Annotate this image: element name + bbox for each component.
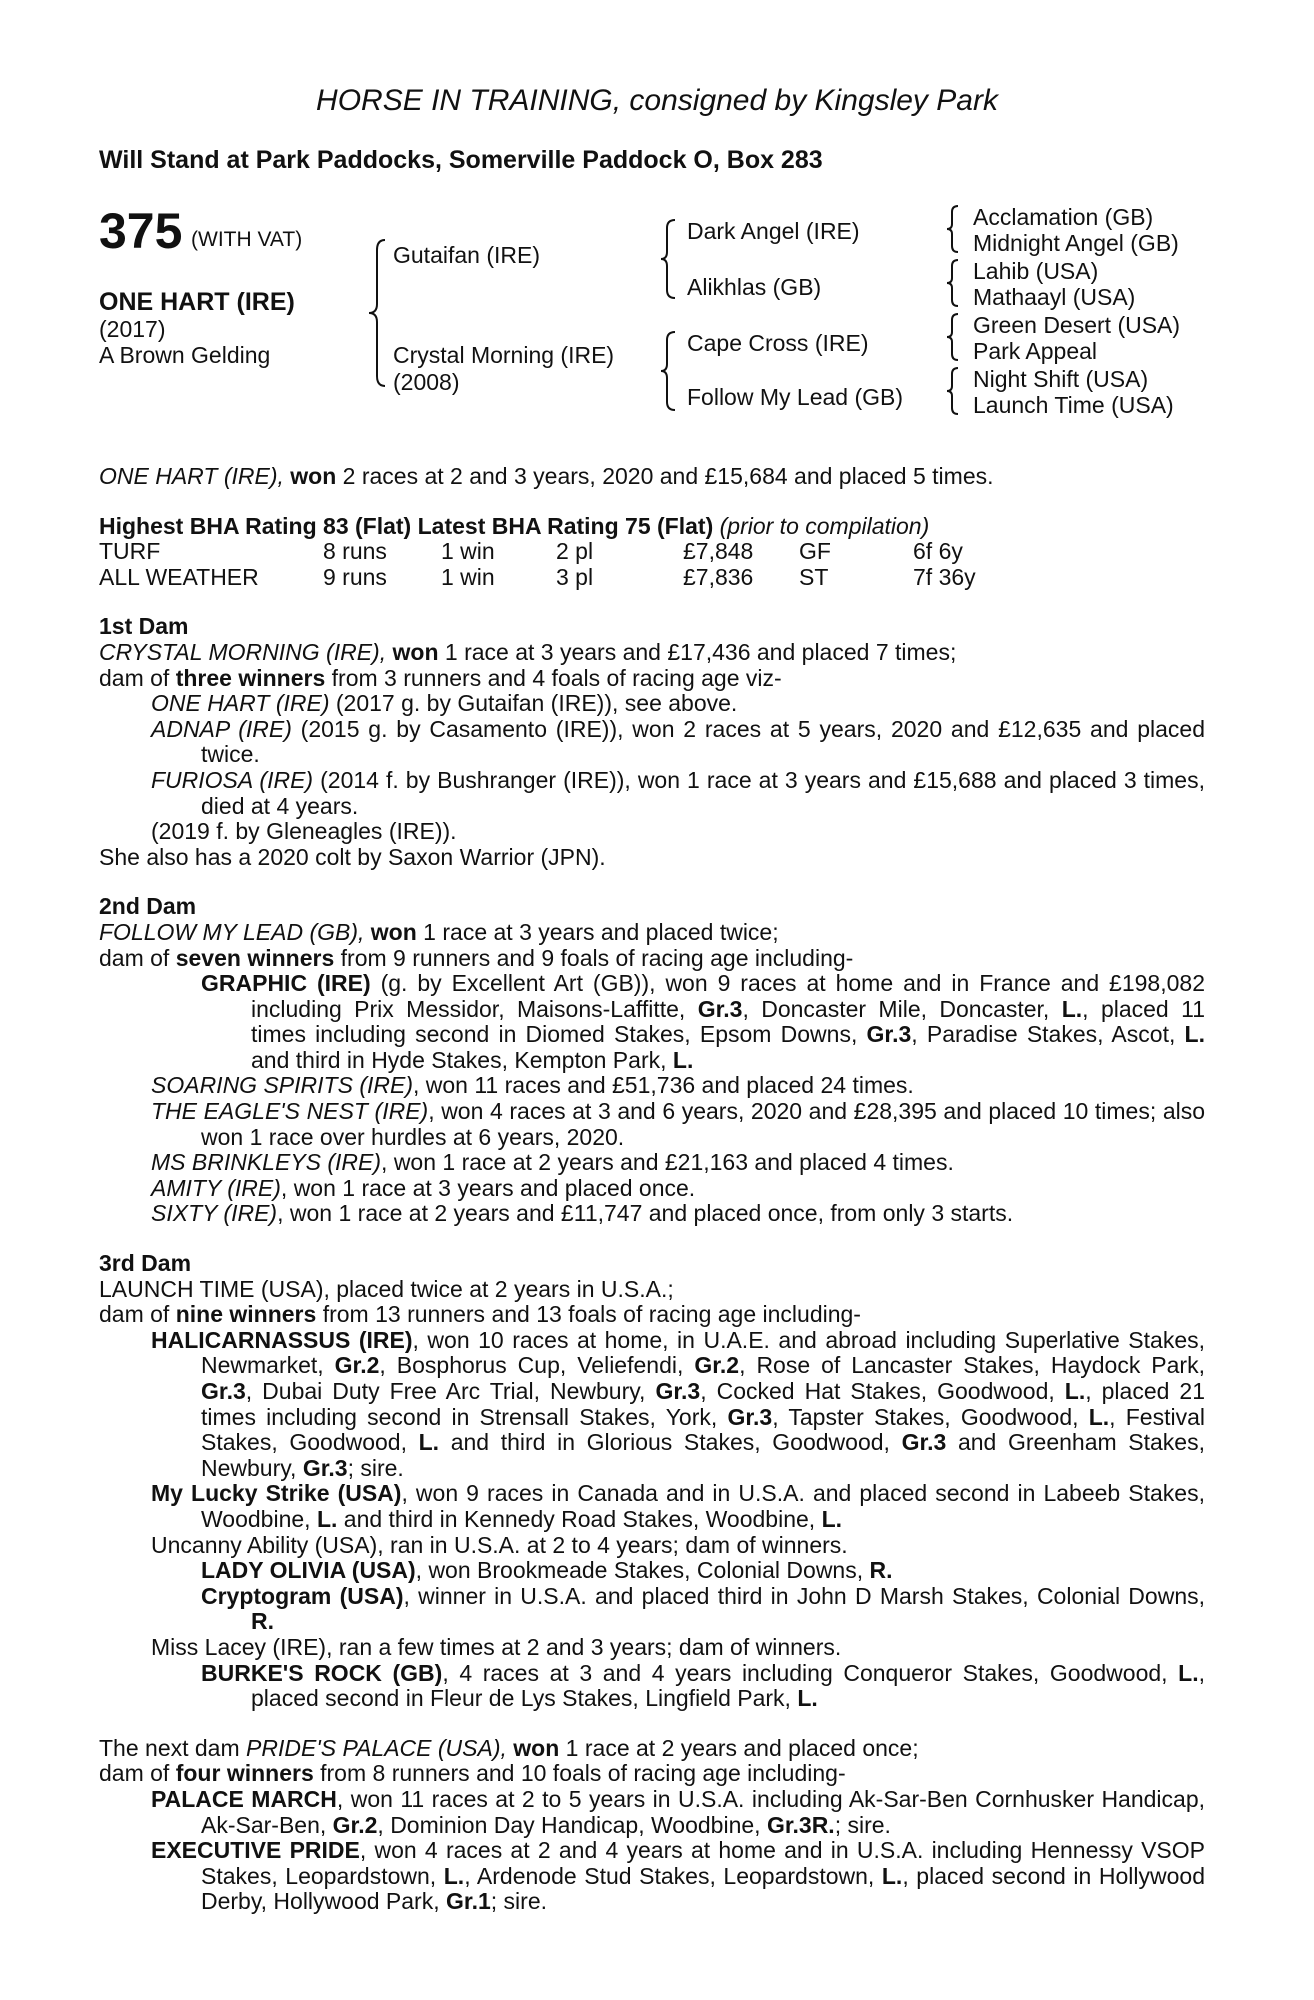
produce-item: BURKE'S ROCK (GB), 4 races at 3 and 4 years including Conqueror Stakes, Goodwood, L., placed second in Fleur de Lys Stakes, Lingfield Park, L. [201,1659,1205,1712]
dam-dam: Follow My Lead (GB) [687,384,904,410]
produce-item: AMITY (IRE), won 1 race at 3 years and placed once. [151,1174,696,1201]
gg-7: Night Shift (USA) [973,366,1149,392]
dam3-heading: 3rd Dam [99,1250,192,1277]
next-dam-line: The next dam PRIDE'S PALACE (USA), won 1 race at 2 years and placed once; [99,1734,919,1761]
ratings-row-turf: TURF 8 runs 1 win 2 pl £7,848 GF 6f 6y [99,538,963,565]
dam-sire: Cape Cross (IRE) [687,330,869,356]
pedigree-block [99,198,1219,438]
page-title: HORSE IN TRAINING, consigned by Kingsley Park [316,84,998,117]
produce-item: LADY OLIVIA (USA), won Brookmeade Stakes, Colonial Downs, R. [201,1557,893,1584]
produce-item: GRAPHIC (IRE) (g. by Excellent Art (GB)), won 9 races at home and in France and £198,082 including Prix Messidor, Maisons-Laffitte, Gr.3, Doncaster Mile, Doncaster, L., placed 11 times including second in Diomed Stakes, Epsom Downs, Gr.3, Paradise Stakes, Ascot, L. and third in Hyde Stakes, Kempton Park, L. [201,970,1205,1073]
gg-6: Park Appeal [973,338,1098,364]
produce-item: HALICARNASSUS (IRE), won 10 races at home, in U.A.E. and abroad including Superlative Stakes, Newmarket, Gr.2, Bosphorus Cup, Veliefendi, Gr.2, Rose of Lancaster Stakes, Haydock Park, Gr.3, Dubai Duty Free Arc Trial, Newbury, Gr.3, Cocked Hat Stakes, Goodwood, L., placed 21 times including second in Strensall Stakes, York, Gr.3, Tapster Stakes, Goodwood, L., Festival Stakes, Goodwood, L. and third in Glorious Stakes, Goodwood, Gr.3 and Greenham Stakes, Newbury, Gr.3; sire. [151,1326,1206,1481]
dam-brace [659,330,679,412]
produce-item: Cryptogram (USA), winner in U.S.A. and placed third in John D Marsh Stakes, Colonial Downs, R. [201,1582,1206,1635]
race-record-text: ONE HART (IRE), won 2 races at 2 and 3 years, 2020 and £15,684 and placed 5 times. Highest BHA Rating 83 (Flat) Latest BHA Rating 75 (Flat) (prior to compilation) TURF 8 runs 1 win 2 pl £7,848 GF 6f 6y ALL WEATHER 9 runs 1 win 3 pl £7,836 ST 7f 36y 1st Dam CRYSTAL MORNING (IRE), won 1 race at 3 years and £17,436 and placed 7 times; dam of three winners from 3 runners and 4 foals of racing age viz- ONE HART (IRE) (2017 g. by Gutaifan (IRE)), see above. ADNAP (IRE) (2015 g. by Casamento (IRE)), won 2 races at 5 years, 2020 and £12,635 and placed twice. FURIOSA (IRE) (2014 f. by Bushranger (IRE)), won 1 race at 3 years and £15,688 and placed 3 times, died at 4 years. (2019 f. by Gleneagles (IRE)). She also has a 2020 colt by Saxon Warrior (JPN). 2nd Dam FOLLOW MY LEAD (GB), won 1 race at 3 years and placed twice; dam of seven winners from 9 runners and 9 foals of racing age including- GRAPHIC (IRE) (g. by Excellent Art (GB)), won 9 races at home and in France and £198,082 including Prix Messidor, Maisons-Laffitte, Gr.3, Doncaster Mile, Doncaster, L., placed 11 times including second in Diomed Stakes, Epsom Downs, Gr.3, Paradise Stakes, Ascot, L. and third in Hyde Stakes, Kempton Park, L. SOARING SPIRITS (IRE), won 11 races and £51,736 and placed 24 times. THE EAGLE'S NEST (IRE), won 4 races at 3 and 6 years, 2020 and £28,395 and placed 10 times; also won 1 race over hurdles at 6 years, 2020. MS BRINKLEYS (IRE), won 1 race at 2 years and £21,163 and placed 4 times. AMITY (IRE), won 1 race at 3 years and placed once. SIXTY (IRE), won 1 race at 2 years and £11,747 and placed once, from only 3 starts. 3rd Dam LAUNCH TIME (USA), placed twice at 2 years in U.S.A.; dam of nine winners from 13 runners and 13 foals of racing age including- HALICARNASSUS (IRE), won 10 races at home, in U.A.E. and abroad including Superlative Stakes, Newmarket, Gr.2, Bosphorus Cup, Veliefendi, Gr.2, Rose of Lancaster Stakes, Haydock Park, Gr.3, Dubai Duty Free Arc Trial, Newbury, Gr.3, Cocked Hat Stakes, Goodwood, L., placed 21 times including second in Strensall Stakes, York, Gr.3, Tapster Stakes, Goodwood, L., Festival Stakes, Goodwood, L. and third in Glorious Stakes, Goodwood, Gr.3 and Greenham Stakes, Newbury, Gr.3; sire. My Lucky Strike (USA), won 9 races in Canada and in U.S.A. and placed second in Labeeb Stakes, Woodbine, L. and third in Kennedy Road Stakes, Woodbine, L. Uncanny Ability (USA), ran in U.S.A. at 2 to 4 years; dam of winners. LADY OLIVIA (USA), won Brookmeade Stakes, Colonial Downs, R. Cryptogram (USA), winner in U.S.A. and placed third in John D Marsh Stakes, Colonial Downs, R. Miss Lacey (IRE), ran a few times at 2 and 3 years; dam of winners. BURKE'S ROCK (GB), 4 races at 3 and 4 years including Conqueror Stakes, Goodwood, L., placed second in Fleur de Lys Stakes, Lingfield Park, L. The next dam PRIDE'S PALACE (USA), won 1 race at 2 years and placed once; dam of four winners from 8 runners and 10 foals of racing age including- PALACE MARCH, won 11 races at 2 to 5 years in U.S.A. including Ak-Sar-Ben Cornhusker Handicap, Ak-Sar-Ben, Gr.2, Dominion Day Handicap, Woodbine, Gr.3R.; sire. EXECUTIVE PRIDE, won 4 races at 2 and 4 years at home and in U.S.A. including Hennessy VSOP Stakes, Leopardstown, L., Ardenode Stud Stakes, Leopardstown, L., placed second in Hollywood Derby, Hollywood Park, Gr.1; sire. [99,463,1206,1915]
ratings-row-aw: ALL WEATHER 9 runs 1 win 3 pl £7,836 ST 7f 36y [99,563,976,590]
gg-2: Midnight Angel (GB) [973,230,1179,256]
sire-sire: Dark Angel (IRE) [687,218,860,244]
ratings-line: Highest BHA Rating 83 (Flat) Latest BHA Rating 75 (Flat) (prior to compilation) [99,512,930,539]
horse-description: A Brown Gelding [99,342,271,368]
gg-1: Acclamation (GB) [973,204,1154,230]
gg-4: Mathaayl (USA) [973,284,1136,310]
produce-item: Uncanny Ability (USA), ran in U.S.A. at 2 to 4 years; dam of winners. [151,1531,848,1558]
dam2-heading: 2nd Dam [99,893,197,920]
summary-line: ONE HART (IRE), won 2 races at 2 and 3 years, 2020 and £15,684 and placed 5 times. [99,463,994,489]
brace-g1 [945,204,961,254]
dam1-heading: 1st Dam [99,613,189,640]
dam-year: (2008) [393,369,460,395]
brace-g4 [945,366,961,416]
produce-item: ADNAP (IRE) (2015 g. by Casamento (IRE)), won 2 races at 5 years, 2020 and £12,635 and placed twice. [151,715,1205,768]
gg-3: Lahib (USA) [973,258,1099,284]
gg-8: Launch Time (USA) [973,392,1174,418]
produce-item: FURIOSA (IRE) (2014 f. by Bushranger (IRE)), won 1 race at 3 years and £15,688 and placed 3 times, died at 4 years. [151,766,1205,819]
produce-item: PALACE MARCH, won 11 races at 2 to 5 years in U.S.A. including Ak-Sar-Ben Cornhusker Handicap, Ak-Sar-Ben, Gr.2, Dominion Day Handicap, Woodbine, Gr.3R.; sire. [151,1785,1206,1838]
main-brace [367,238,391,388]
produce-item: SOARING SPIRITS (IRE), won 11 races and £51,736 and placed 24 times. [151,1072,914,1099]
produce-item: THE EAGLE'S NEST (IRE), won 4 races at 3 and 6 years, 2020 and £28,395 and placed 10 times; also won 1 race over hurdles at 6 years, 2020. [151,1098,1206,1150]
produce-item: SIXTY (IRE), won 1 race at 2 years and £11,747 and placed once, from only 3 starts. [151,1200,1014,1227]
produce-item: (2019 f. by Gleneagles (IRE)). [151,818,457,845]
produce-item: Miss Lacey (IRE), ran a few times at 2 and 3 years; dam of winners. [151,1633,842,1660]
produce-item: My Lucky Strike (USA), won 9 races in Canada and in U.S.A. and placed second in Labeeb Stakes, Woodbine, L. and third in Kennedy Road Stakes, Woodbine, L. [151,1480,1205,1532]
brace-g2 [945,258,961,308]
stand-location: Will Stand at Park Paddocks, Somerville Paddock O, Box 283 [99,146,823,174]
gg-5: Green Desert (USA) [973,312,1181,338]
horse-year: (2017) [99,316,166,342]
sire-dam: Alikhlas (GB) [687,274,822,300]
produce-item: EXECUTIVE PRIDE, won 4 races at 2 and 4 years at home and in U.S.A. including Hennessy VSOP Stakes, Leopardstown, L., Ardenode Stud Stakes, Leopardstown, L., placed second in Hollywood Derby, Hollywood Park, Gr.1; sire. [151,1837,1206,1915]
produce-item: MS BRINKLEYS (IRE), won 1 race at 2 years and £21,163 and placed 4 times. [151,1149,954,1176]
horse-name: ONE HART (IRE) [99,288,295,316]
brace-g3 [945,312,961,362]
sire: Gutaifan (IRE) [393,242,540,268]
produce-item: ONE HART (IRE) (2017 g. by Gutaifan (IRE)), see above. [151,690,738,717]
lot-vat: (WITH VAT) [191,228,303,251]
lot-number: 375 [99,203,183,259]
sire-brace [659,218,679,300]
dam: Crystal Morning (IRE) [393,342,615,368]
